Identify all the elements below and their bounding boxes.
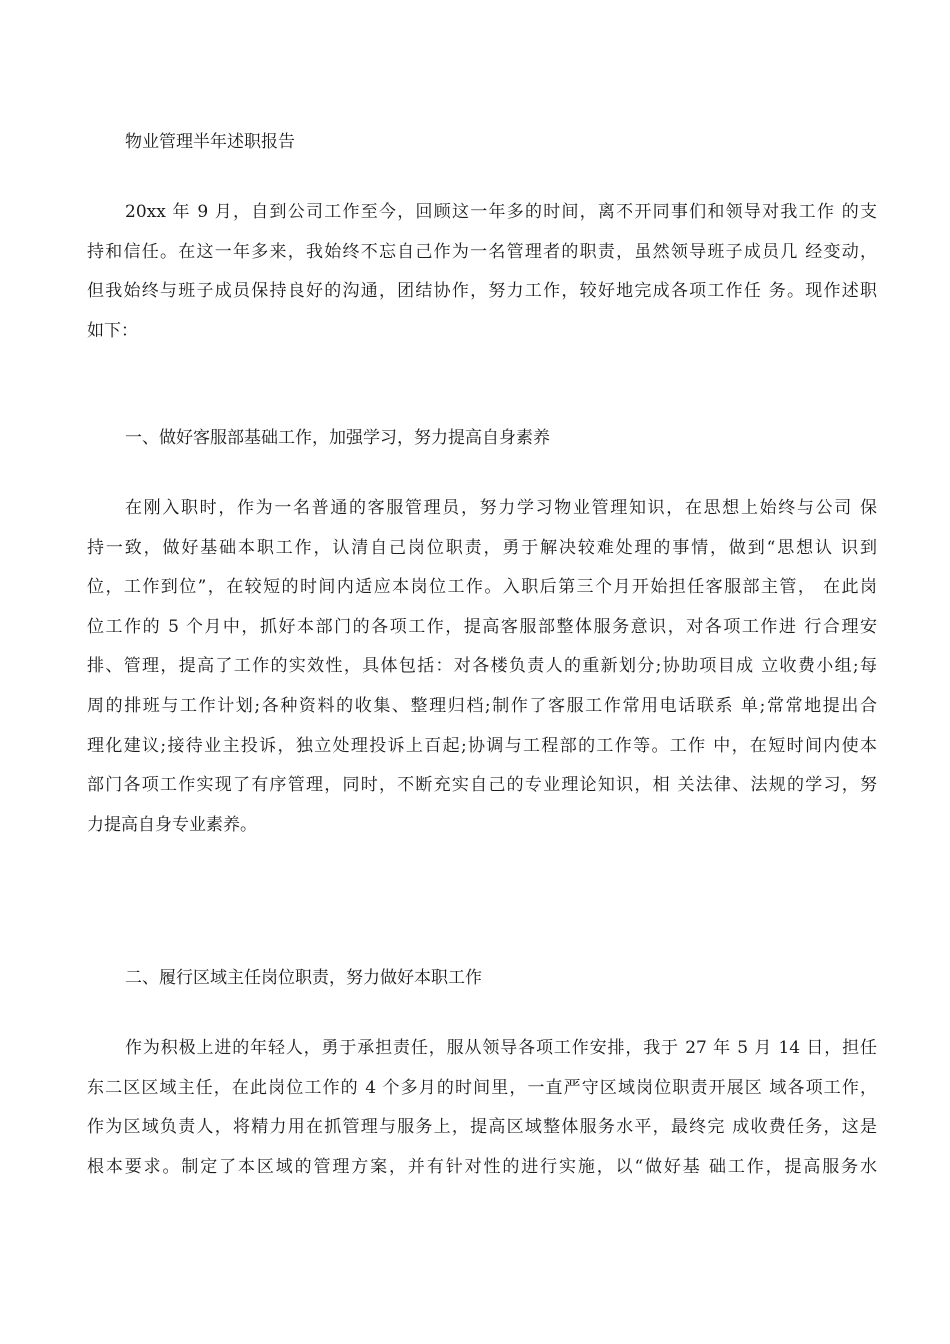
intro-paragraph: [87, 193, 877, 351]
section1-line: 排、管理，提高了工作的实效性，具体包括：对各楼负责人的重新划分;协助项目成 立收费小组;每: [87, 656, 877, 677]
section1-line: 在刚入职时，作为一名普通的客服管理员，努力学习物业管理知识，在思想上始终与公司 保: [125, 498, 877, 518]
section1-line: 位工作的 5 个月中，抓好本部门的各项工作，提高客服部整体服务意识，对各项工作进 行合理安: [87, 616, 877, 637]
section1-line: 力提高自身专业素养。: [87, 814, 257, 835]
section2-line: 作为区域负责人，将精力用在抓管理与服务上，提高区域整体服务水平，最终完 成收费任务，这是: [87, 1117, 877, 1138]
intro-line: 但我始终与班子成员保持良好的沟通，团结协作，努力工作，较好地完成各项工作任 务。现作述职: [87, 281, 877, 302]
section1-line: 部门各项工作实现了有序管理，同时，不断充实自己的专业理论知识，相 关法律、法规的学习，努: [87, 775, 877, 796]
section2-line: 根本要求。制定了本区域的管理方案，并有针对性的进行实施，以“做好基 础工作，提高服务水: [87, 1156, 877, 1177]
document-title: 物业管理半年述职报告: [125, 132, 295, 152]
section2-heading: 二、履行区域主任岗位职责，努力做好本职工作: [125, 968, 482, 988]
intro-line: 20xx 年 9 月，自到公司工作至今，回顾这一年多的时间，离不开同事们和领导对我工作 的支: [125, 202, 877, 222]
section1-line: 持一致，做好基础本职工作，认清自己岗位职责，勇于解决较难处理的事情，做到“思想认 识到: [87, 537, 877, 558]
section1-line: 位，工作到位”，在较短的时间内适应本岗位工作。入职后第三个月开始担任客服部主管， 在此岗: [87, 577, 877, 598]
section1-line: 理化建议;接待业主投诉，独立处理投诉上百起;协调与工程部的工作等。工作 中，在短时间内使本: [87, 735, 877, 756]
section1-heading: 一、做好客服部基础工作，加强学习，努力提高自身素养: [125, 428, 550, 448]
section1-paragraph: [87, 489, 877, 845]
section2-line: 东二区区域主任，在此岗位工作的 4 个多月的时间里，一直严守区域岗位职责开展区 域各项工作，: [87, 1077, 877, 1098]
section1-line: 周的排班与工作计划;各种资料的收集、整理归档;制作了客服工作常用电话联系 单;常常地提出合: [87, 695, 877, 716]
intro-line: 如下：: [87, 320, 138, 341]
intro-line: 持和信任。在这一年多来，我始终不忘自己作为一名管理者的职责，虽然领导班子成员几 经变动，: [87, 241, 877, 262]
section2-paragraph: [87, 1029, 877, 1187]
section2-line: 作为积极上进的年轻人，勇于承担责任，服从领导各项工作安排，我于 27 年 5 月 14 日，担任: [125, 1038, 877, 1058]
